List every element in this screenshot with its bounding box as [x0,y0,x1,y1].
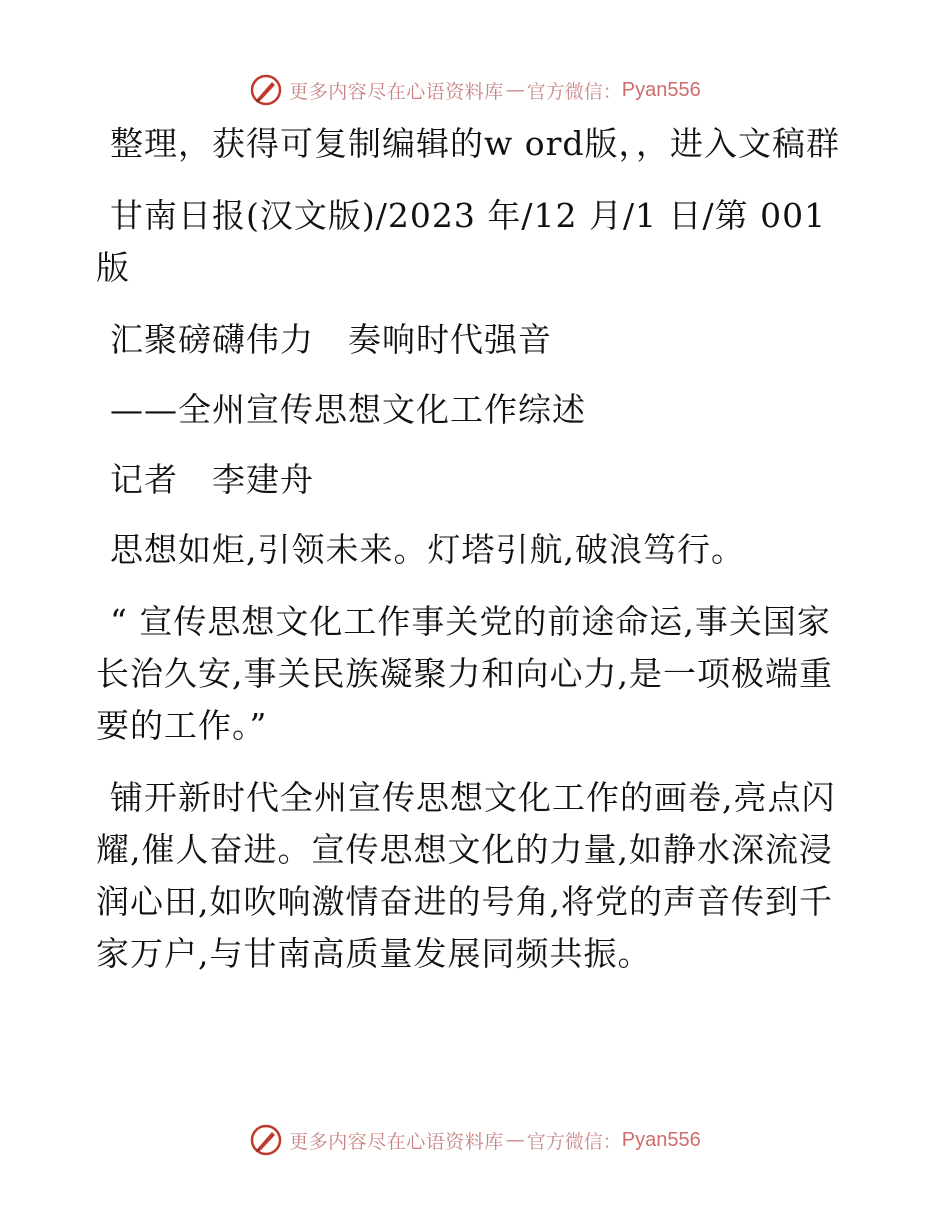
watermark-subtitle: 官方微信： [526,1130,622,1153]
paragraph-quote: “ 宣传思想文化工作事关党的前途命运,事关国家长治久安,事关民族凝聚力和向心力,是一项极端重要的工作。” [96,602,833,745]
paragraph-body: 铺开新时代全州宣传思想文化工作的画卷,亮点闪耀,催人奋进。宣传思想文化的力量,如静水深流浸润心田,如吹响激情奋进的号角,将党的声音传到千家万户,与甘南高质量发展同频共振。 [96,778,836,973]
watermark-subtitle: 官方微信： [526,80,622,103]
watermark-wechat-id: Pyan556 [621,78,701,101]
watermark-title: 更多内容尽在心语资料库 [289,1130,504,1153]
article-subtitle: ——全州宣传思想文化工作综述 [110,390,586,429]
pen-logo-icon [249,73,283,107]
document-body [96,118,856,1000]
header-watermark [0,70,950,110]
watermark-separator: — [505,79,525,101]
article-byline: 记者 李建舟 [110,460,314,499]
pen-logo-icon [249,1123,283,1157]
footer-watermark [0,1120,950,1160]
paragraph-lead: 思想如炬,引领未来。灯塔引航,破浪笃行。 [110,530,745,569]
watermark-wechat-id: Pyan556 [621,1128,701,1151]
watermark-title: 更多内容尽在心语资料库 [289,80,504,103]
watermark-separator: — [505,1129,525,1151]
source-line: 甘南日报(汉文版)/2023 年/12 月/1 日/第 001 版 [96,196,827,287]
article-title: 汇聚磅礴伟力 奏响时代强音 [110,320,552,359]
intro-note: 整理，获得可复制编辑的w ord版，，进入文稿群 [110,124,841,163]
